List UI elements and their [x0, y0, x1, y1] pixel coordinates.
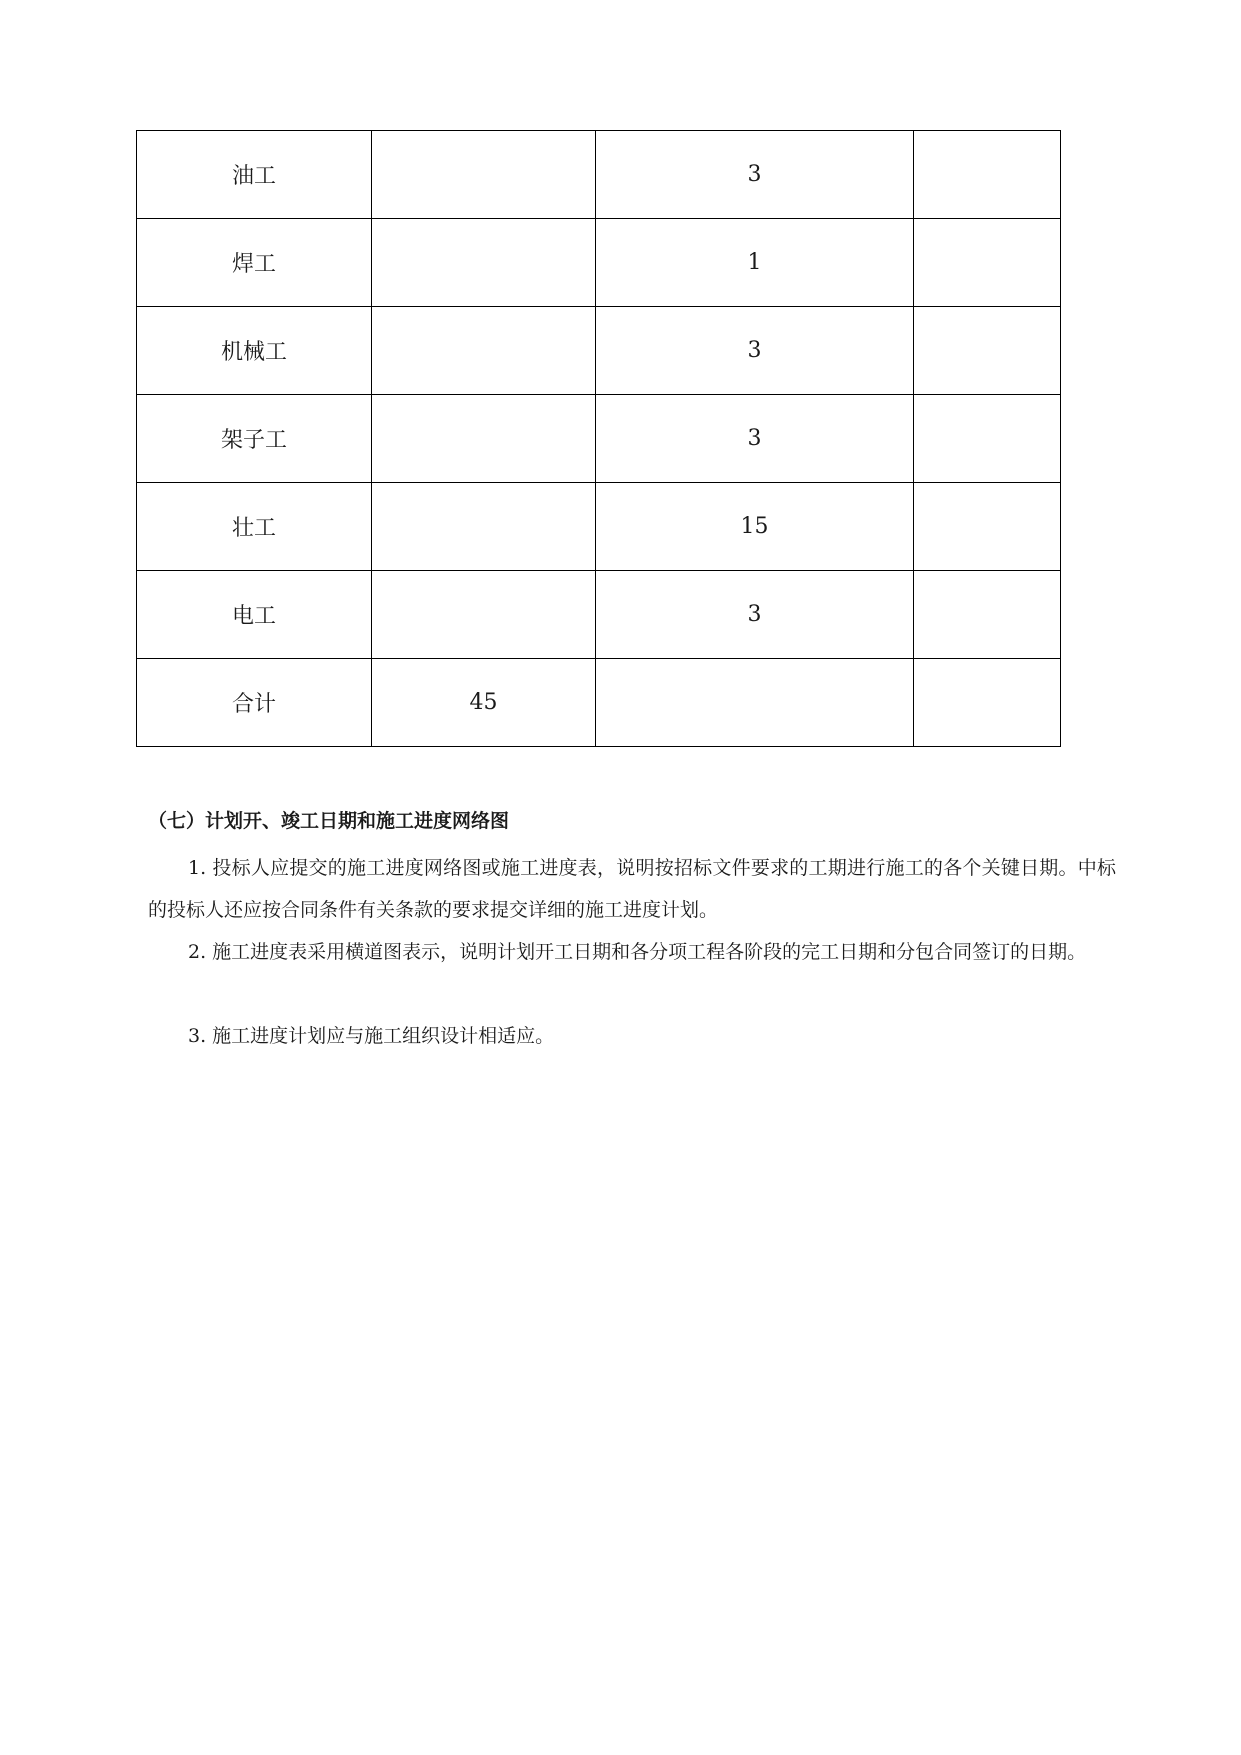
total-value-cell: 45 — [372, 659, 596, 747]
table-cell — [372, 571, 596, 659]
table-row — [137, 395, 1061, 483]
table-cell — [914, 483, 1061, 571]
trade-cell: 油工 — [137, 131, 372, 219]
table-cell: 3 — [596, 571, 914, 659]
table-row — [137, 571, 1061, 659]
labor-table — [136, 130, 1061, 747]
table-cell — [914, 659, 1061, 747]
table-cell: 3 — [596, 307, 914, 395]
total-label-cell: 合计 — [137, 659, 372, 747]
table-cell: 3 — [596, 395, 914, 483]
trade-cell: 壮工 — [137, 483, 372, 571]
table-total-row — [137, 659, 1061, 747]
paragraph: 3. 施工进度计划应与施工组织设计相适应。 — [188, 1025, 555, 1047]
table-row — [137, 307, 1061, 395]
table-cell — [372, 483, 596, 571]
trade-cell: 机械工 — [137, 307, 372, 395]
trade-cell: 焊工 — [137, 219, 372, 307]
table-cell — [372, 219, 596, 307]
paragraph: 2. 施工进度表采用横道图表示，说明计划开工日期和各分项工程各阶段的完工日期和分包合同签订的日期。 — [188, 941, 1087, 963]
table-cell: 3 — [596, 131, 914, 219]
table-row — [137, 483, 1061, 571]
table-cell — [372, 395, 596, 483]
table-cell: 15 — [596, 483, 914, 571]
table-cell — [914, 395, 1061, 483]
table-row — [137, 131, 1061, 219]
trade-cell: 电工 — [137, 571, 372, 659]
table-cell — [914, 131, 1061, 219]
table-cell — [596, 659, 914, 747]
table-cell — [914, 307, 1061, 395]
table-row — [137, 219, 1061, 307]
table-cell — [914, 571, 1061, 659]
table-cell — [372, 131, 596, 219]
table-cell: 1 — [596, 219, 914, 307]
paragraph: 1. 投标人应提交的施工进度网络图或施工进度表，说明按招标文件要求的工期进行施工的各个关键日期。中标的投标人还应按合同条件有关条款的要求提交详细的施工进度计划。 — [148, 857, 1116, 921]
trade-cell: 架子工 — [137, 395, 372, 483]
table-cell — [372, 307, 596, 395]
table-cell — [914, 219, 1061, 307]
section-heading: （七）计划开、竣工日期和施工进度网络图 — [148, 810, 510, 832]
